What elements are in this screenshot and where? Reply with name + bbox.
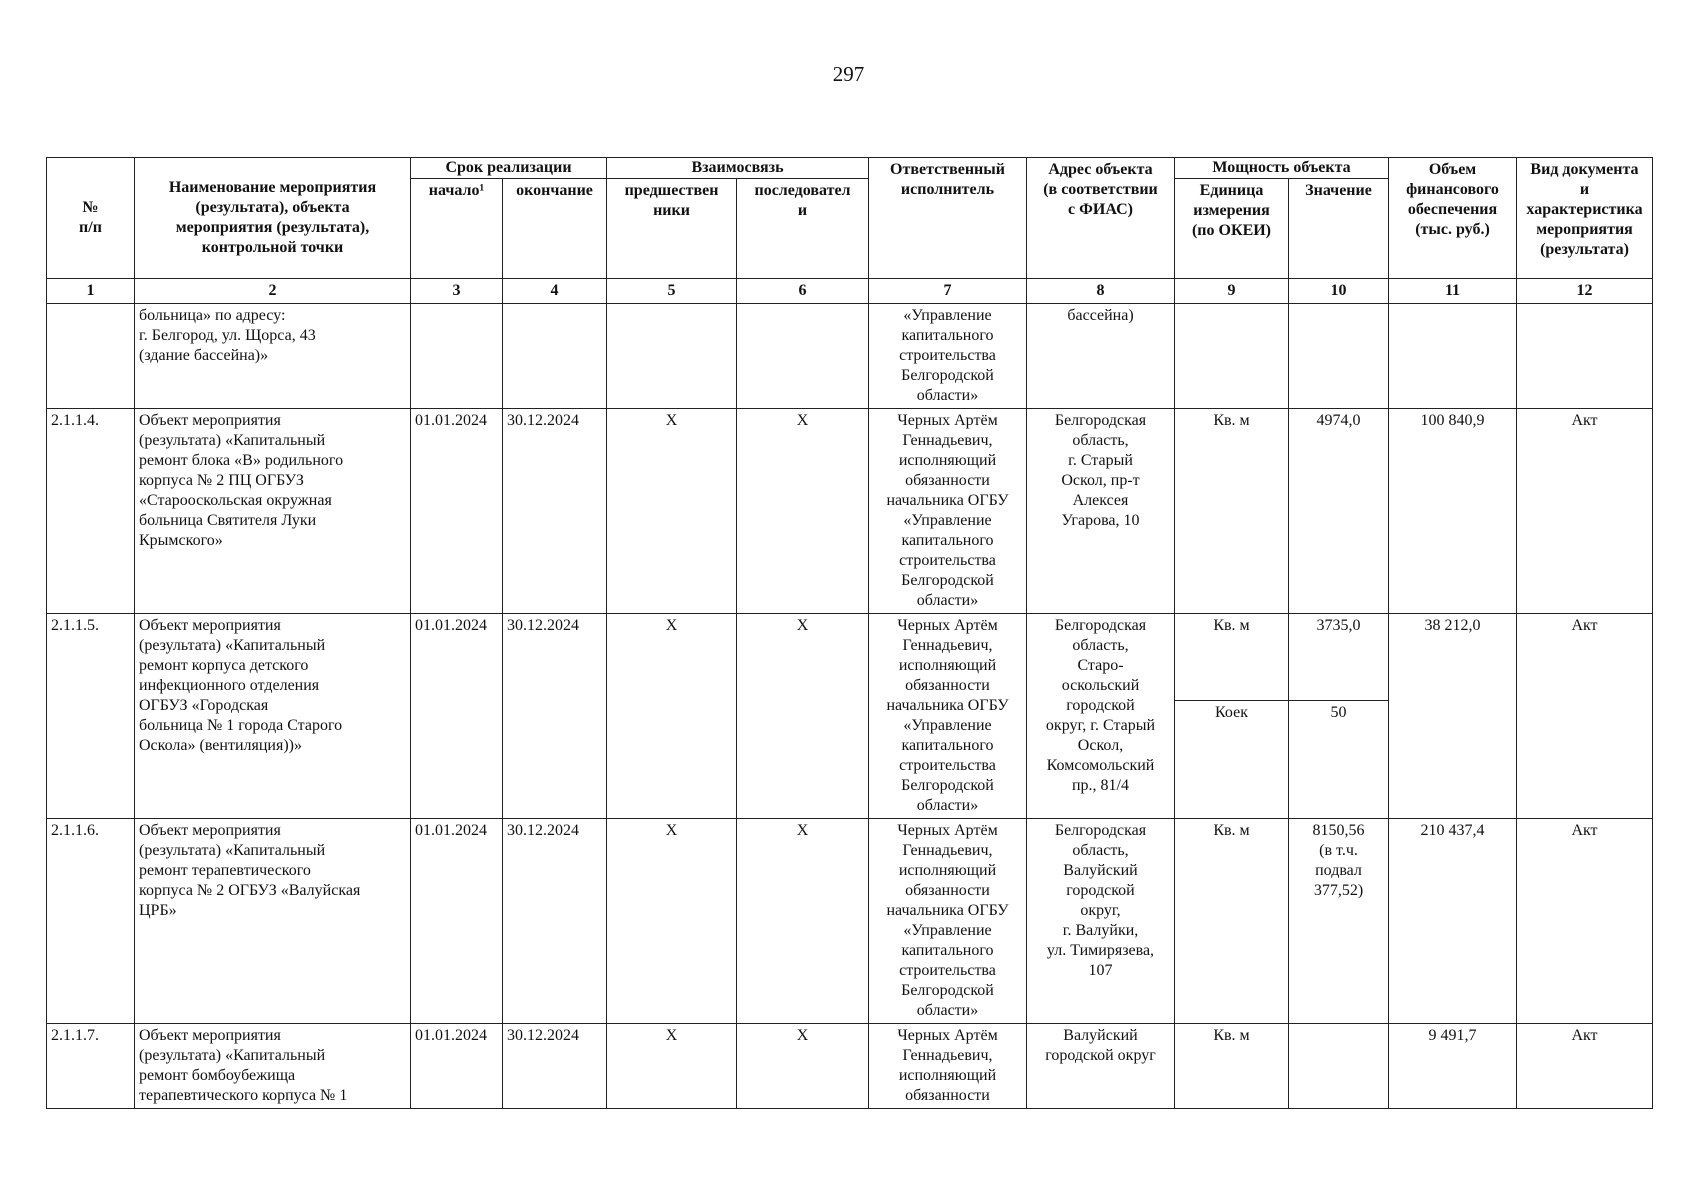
header-col-end: окончание (503, 179, 607, 279)
header-col-successors: последовател и (737, 179, 869, 279)
cell-document: Акт (1517, 614, 1653, 819)
header-group-period: Срок реализации (411, 158, 607, 179)
cell-unit: Кв. м (1175, 409, 1289, 614)
cell-end: 30.12.2024 (503, 614, 607, 819)
cell-finance: 38 212,0 (1389, 614, 1517, 819)
cell-end: 30.12.2024 (503, 409, 607, 614)
cell-start: 01.01.2024 (411, 819, 503, 1024)
cell-responsible: Черных Артём Геннадьевич, исполняющий обязанности начальника ОГБУ «Управление капитального строительства Белгородской области» (869, 819, 1027, 1024)
cell-num: 2.1.1.6. (47, 819, 135, 1024)
cell-predecessors: Х (607, 819, 737, 1024)
table-row (47, 819, 1653, 1024)
table-row (47, 304, 1653, 409)
value-secondary: 50 (1289, 700, 1388, 723)
header-col-predecessors: предшествен ники (607, 179, 737, 279)
cell-successors (737, 304, 869, 409)
cell-start: 01.01.2024 (411, 409, 503, 614)
cell-address: Белгородская область, г. Старый Оскол, пр-т Алексея Угарова, 10 (1027, 409, 1175, 614)
cell-responsible: «Управление капитального строительства Белгородской области» (869, 304, 1027, 409)
cell-successors: Х (737, 1024, 869, 1109)
column-number: 1 (47, 279, 135, 304)
table-row (47, 614, 1653, 819)
cell-predecessors: Х (607, 1024, 737, 1109)
header-col-num: № п/п (47, 158, 135, 279)
cell-start: 01.01.2024 (411, 614, 503, 819)
cell-name: Объект мероприятия (результата) «Капитальный ремонт блока «В» родильного корпуса № 2 ПЦ ОГБУЗ «Старооскольская окружная больница Святителя Луки Крымского» (135, 409, 411, 614)
cell-unit: Кв. м (1175, 1024, 1289, 1109)
cell-responsible: Черных Артём Геннадьевич, исполняющий обязанности начальника ОГБУ «Управление капитального строительства Белгородской области» (869, 409, 1027, 614)
column-number: 8 (1027, 279, 1175, 304)
cell-num: 2.1.1.7. (47, 1024, 135, 1109)
header-col-finance: Объем финансового обеспечения (тыс. руб.) (1389, 158, 1517, 279)
cell-value (1289, 1024, 1389, 1109)
header-col-document: Вид документа и характеристика мероприятия (результата) (1517, 158, 1653, 279)
cell-document: Акт (1517, 1024, 1653, 1109)
header-col-address: Адрес объекта (в соответствии с ФИАС) (1027, 158, 1175, 279)
column-number: 12 (1517, 279, 1653, 304)
column-number: 2 (135, 279, 411, 304)
cell-name: больница» по адресу: г. Белгород, ул. Щорса, 43 (здание бассейна)» (135, 304, 411, 409)
header-group-relation: Взаимосвязь (607, 158, 869, 179)
column-number: 10 (1289, 279, 1389, 304)
measures-table (46, 157, 1653, 1109)
table-row (47, 409, 1653, 614)
cell-num (47, 304, 135, 409)
cell-unit (1175, 614, 1289, 819)
cell-successors: Х (737, 819, 869, 1024)
column-number: 11 (1389, 279, 1517, 304)
cell-start: 01.01.2024 (411, 1024, 503, 1109)
cell-value: 4974,0 (1289, 409, 1389, 614)
cell-document: Акт (1517, 819, 1653, 1024)
cell-address: Белгородская область, Старо- оскольский городской округ, г. Старый Оскол, Комсомольский пр., 81/4 (1027, 614, 1175, 819)
cell-unit (1175, 304, 1289, 409)
column-number: 6 (737, 279, 869, 304)
cell-finance: 100 840,9 (1389, 409, 1517, 614)
header-col-responsible: Ответственный исполнитель (869, 158, 1027, 279)
table-row (47, 1024, 1653, 1109)
header-col-unit: Единица измерения (по ОКЕИ) (1175, 179, 1289, 279)
cell-successors: Х (737, 614, 869, 819)
cell-finance: 9 491,7 (1389, 1024, 1517, 1109)
column-number: 3 (411, 279, 503, 304)
cell-value (1289, 304, 1389, 409)
cell-predecessors: Х (607, 614, 737, 819)
cell-num: 2.1.1.4. (47, 409, 135, 614)
unit-secondary: Коек (1175, 700, 1288, 723)
unit-primary: Кв. м (1213, 617, 1250, 634)
cell-start (411, 304, 503, 409)
column-number: 4 (503, 279, 607, 304)
column-numbers-row (47, 279, 1653, 304)
header-col-start: начало¹ (411, 179, 503, 279)
cell-responsible: Черных Артём Геннадьевич, исполняющий обязанности (869, 1024, 1027, 1109)
cell-end: 30.12.2024 (503, 819, 607, 1024)
cell-address: Белгородская область, Валуйский городской округ, г. Валуйки, ул. Тимирязева, 107 (1027, 819, 1175, 1024)
cell-value (1289, 614, 1389, 819)
cell-num: 2.1.1.5. (47, 614, 135, 819)
cell-name: Объект мероприятия (результата) «Капитальный ремонт терапевтического корпуса № 2 ОГБУЗ «Валуйская ЦРБ» (135, 819, 411, 1024)
cell-name: Объект мероприятия (результата) «Капитальный ремонт бомбоубежища терапевтического корпуса № 1 (135, 1024, 411, 1109)
header-group-capacity: Мощность объекта (1175, 158, 1389, 179)
cell-successors: Х (737, 409, 869, 614)
cell-finance (1389, 304, 1517, 409)
column-number: 7 (869, 279, 1027, 304)
header-row-1 (47, 158, 1653, 179)
cell-end: 30.12.2024 (503, 1024, 607, 1109)
cell-responsible: Черных Артём Геннадьевич, исполняющий обязанности начальника ОГБУ «Управление капитального строительства Белгородской области» (869, 614, 1027, 819)
cell-document: Акт (1517, 409, 1653, 614)
cell-address: бассейна) (1027, 304, 1175, 409)
column-number: 9 (1175, 279, 1289, 304)
cell-unit: Кв. м (1175, 819, 1289, 1024)
page-number: 297 (832, 62, 865, 86)
value-primary: 3735,0 (1316, 617, 1361, 634)
column-number: 5 (607, 279, 737, 304)
header-col-value: Значение (1289, 179, 1389, 279)
header-col-name: Наименование мероприятия (результата), объекта мероприятия (результата), контрольной точки (135, 158, 411, 279)
cell-end (503, 304, 607, 409)
cell-value: 8150,56 (в т.ч. подвал 377,52) (1289, 819, 1389, 1024)
cell-document (1517, 304, 1653, 409)
cell-name: Объект мероприятия (результата) «Капитальный ремонт корпуса детского инфекционного отделения ОГБУЗ «Городская больница № 1 города Старого Оскола» (вентиляция))» (135, 614, 411, 819)
cell-predecessors: Х (607, 409, 737, 614)
cell-address: Валуйский городской округ (1027, 1024, 1175, 1109)
cell-predecessors (607, 304, 737, 409)
cell-finance: 210 437,4 (1389, 819, 1517, 1024)
measures-table-wrapper (46, 157, 1652, 1109)
